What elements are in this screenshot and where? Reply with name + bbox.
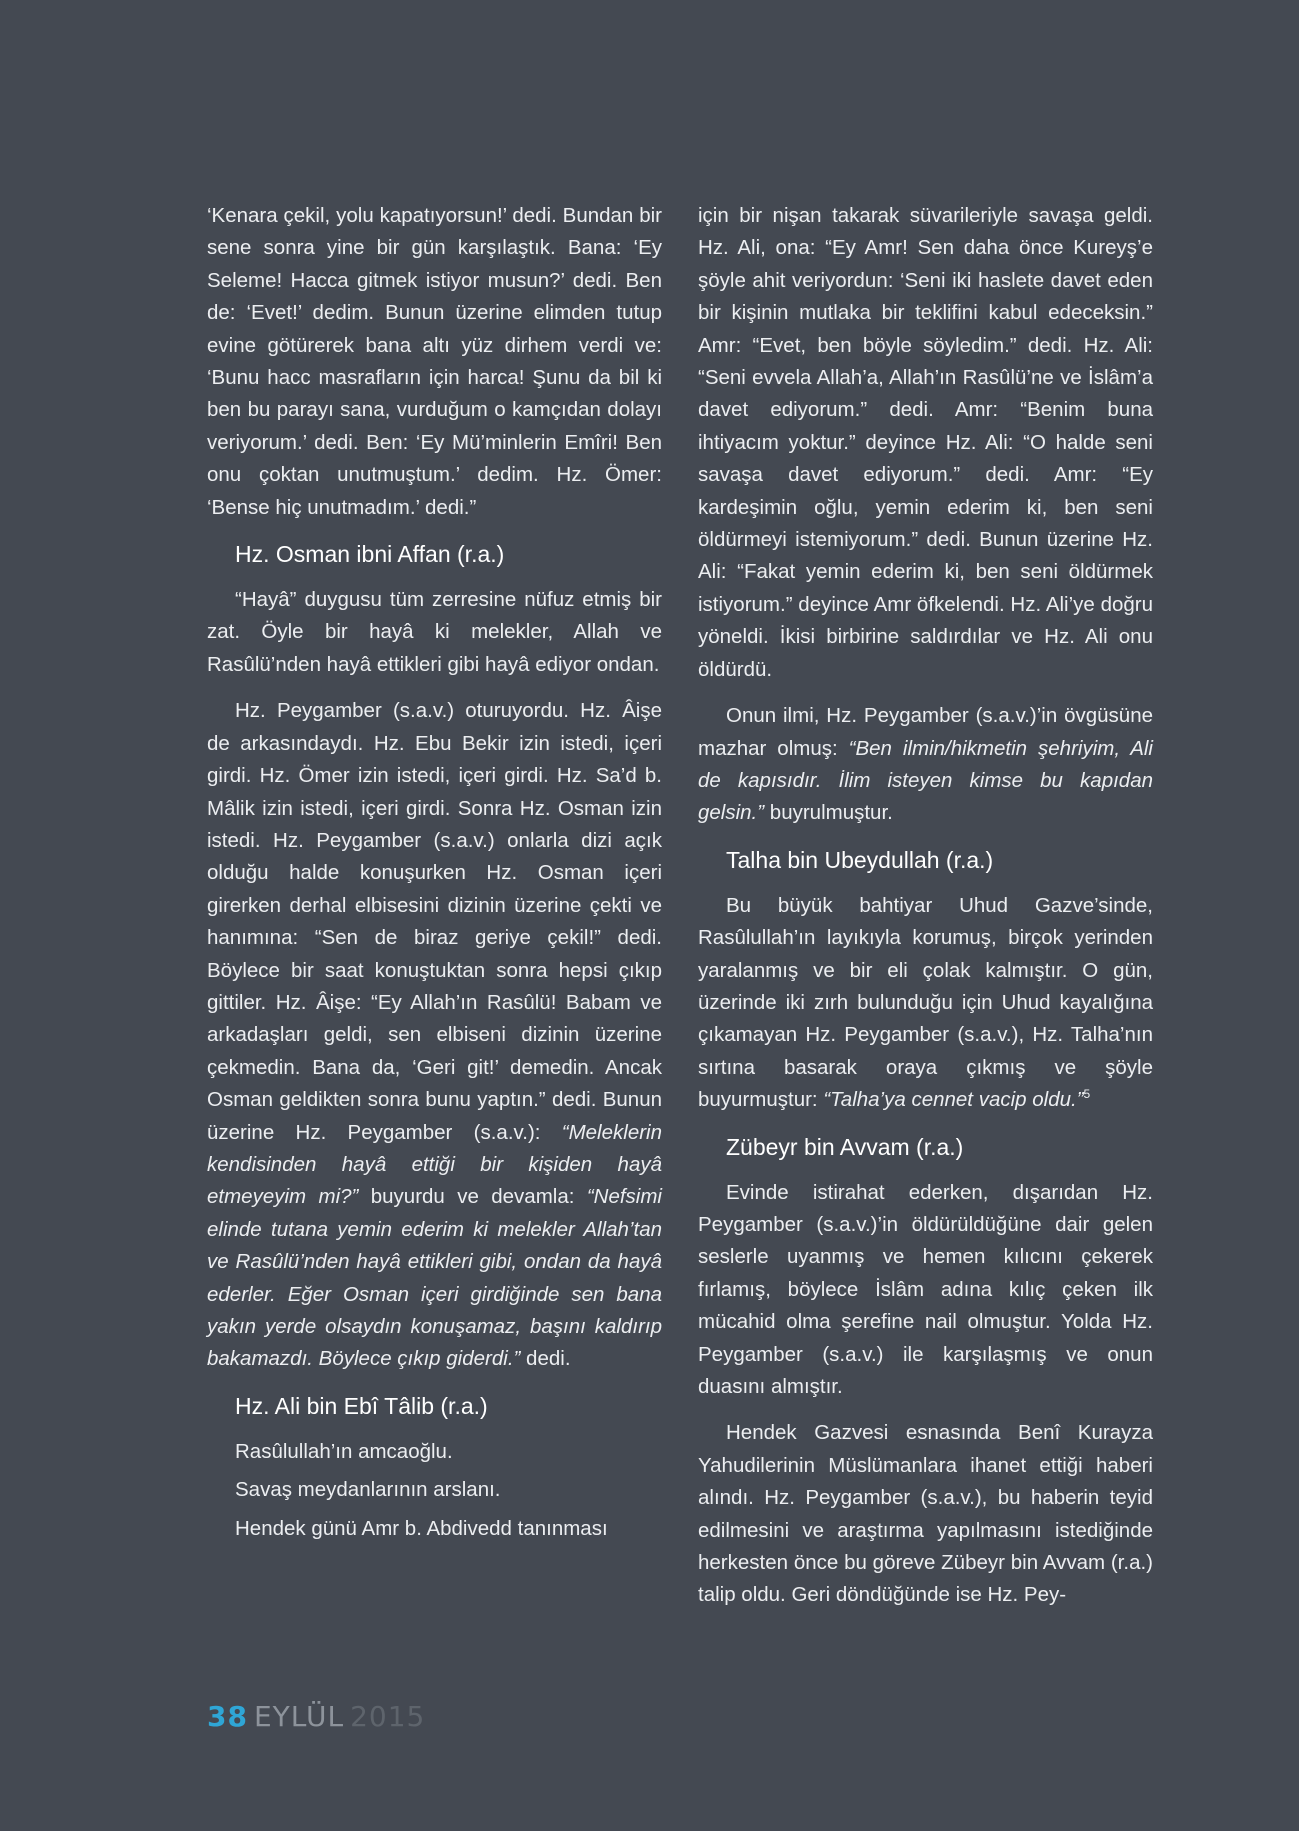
paragraph [698, 890, 1153, 1117]
footnote-marker: 5 [1083, 1087, 1091, 1102]
italic-quote: “Meleklerin kendisinden hayâ ettiği bir kişiden hayâ etmeyeyim mi?” [207, 1120, 662, 1209]
text-run: Onun ilmi, Hz. Peygamber (s.a.v.)’in övgüsüne mazhar olmuş: [698, 704, 1153, 760]
paragraph: ‘Kenara çekil, yolu kapatıyorsun!’ dedi. Bundan bir sene sonra yine bir gün karşılaştık. Bana: ‘Ey Seleme! Hacca gitmek istiyor musun?’ dedi. Ben de: ‘Evet!’ dedim. Bunun üzerine elimden tutup evine götürerek bana altı yüz dirhem verdi ve: ‘Bunu hacc masrafların için harca! Şunu da bil ki ben bu parayı sana, vurduğum o kamçıdan dolayı veriyorum.’ dedi. Ben: ‘Ey Mü’minlerin Emîri! Ben onu çoktan unutmuştum.’ dedim. Hz. Ömer: ‘Bense hiç unutmadım.’ dedi.” [207, 204, 662, 519]
paragraph: Hendek Gazvesi esnasında Benî Kurayza Yahudilerinin Müslümanlara ihanet ettiği haberi alındı. Hz. Peygamber (s.a.v.), bu haberin teyid edilmesini ve araştırma yapılmasını istediğinde herkesten önce bu göreve Zübeyr bin Avvam (r.a.) talip oldu. Geri döndüğünde ise Hz. Pey- [698, 1421, 1153, 1607]
section-heading-zubeyr: Zübeyr bin Avvam (r.a.) [726, 1133, 964, 1160]
section-heading-ali: Hz. Ali bin Ebî Tâlib (r.a.) [235, 1392, 488, 1419]
paragraph [698, 700, 1153, 830]
italic-quote: “Nefsimi elinde tutana yemin ederim ki melekler Allah’tan ve Rasûlü’nden hayâ ettikleri gibi, ondan da hayâ ederler. Eğer Osman içeri girdiğinde sen bana yakın yerde olsaydın konuşamaz, başını kaldırıp bakamazdı. Böylece çıkıp giderdi.” [207, 1185, 662, 1371]
italic-quote: “Talha’ya cennet vacip oldu.” [823, 1088, 1084, 1112]
list-line: Savaş meydanlarının arslanı. [235, 1478, 501, 1502]
page-footer [207, 1700, 425, 1733]
paragraph: Evinde istirahat ederken, dışarıdan Hz. Peygamber (s.a.v.)’in öldürüldüğüne dair gelen seslerle uyanmış ve hemen kılıcını çekerek fırlamış, böylece İslâm adına kılıç çeken ilk mücahid olma şerefine nail olmuştur. Yolda Hz. Peygamber (s.a.v.) ile karşılaşmış ve onun duasını almıştır. [698, 1180, 1153, 1398]
issue-month: EYLÜL [253, 1700, 345, 1733]
text-run: buyrulmuştur. [764, 801, 893, 825]
paragraph: “Hayâ” duygusu tüm zerresine nüfuz etmiş bir zat. Öyle bir hayâ ki melekler, Allah ve Rasûlü’nden hayâ ettikleri gibi hayâ ediyor ondan. [207, 588, 662, 676]
text-run: Hz. Peygamber (s.a.v.) oturuyordu. Hz. Âişe de arkasındaydı. Hz. Ebu Bekir izin istedi, içeri girdi. Hz. Ömer izin istedi, içeri girdi. Hz. Sa’d b. Mâlik izin istedi, içeri girdi. Sonra Hz. Osman izin istedi. Hz. Peygamber (s.a.v.) onlarla dizi açık olduğu halde konuşurken Hz. Osman içeri girerken derhal elbisesini dizinin üzerine çekti ve hanımına: “Sen de biraz geriye çekil!” dedi. Böylece bir saat konuştuktan sonra hepsi çıkıp gittiler. Hz. Âişe: “Ey Allah’ın Rasûlü! Babam ve arkadaşları geldi, sen elbiseni dizinin üzerine çekmedin. Bana da, ‘Geri git!’ demedin. Ancak Osman geldikten sonra bunu yaptın.” dedi. Bunun üzerine Hz. Peygamber (s.a.v.): [207, 699, 662, 1144]
list-line: Hendek günü Amr b. Abdivedd tanınması [235, 1516, 608, 1540]
list-line: Rasûlullah’ın amcaoğlu. [235, 1439, 453, 1463]
right-column [698, 200, 1153, 1626]
page-number: 38 [207, 1700, 248, 1733]
text-run: dedi. [520, 1347, 571, 1371]
left-column [207, 200, 662, 1551]
issue-year: 2015 [350, 1700, 426, 1733]
section-heading-talha: Talha bin Ubeydullah (r.a.) [726, 846, 994, 873]
text-run: buyurdu ve devamla: [358, 1185, 587, 1209]
text-run: Bu büyük bahtiyar Uhud Gazve’sinde, Rasûlullah’ın layıkıyla korumuş, birçok yerinden yaralanmış ve bir eli çolak kalmıştır. O gün, üzerinde iki zırh bulunduğu için Uhud kayalığına çıkamayan Hz. Peygamber (s.a.v.), Hz. Talha’nın sırtına basarak oraya çıkmış ve şöyle buyurmuştur: [698, 893, 1153, 1112]
italic-quote: “Ben ilmin/hikmetin şehriyim, Ali de kapısıdır. İlim isteyen kimse bu kapıdan gelsin.” [698, 736, 1153, 825]
paragraph [207, 695, 662, 1376]
paragraph: için bir nişan takarak süvarileriyle savaşa geldi. Hz. Ali, ona: “Ey Amr! Sen daha önce Kureyş’e şöyle ahit veriyordun: ‘Seni iki haslete davet eden bir kişinin mutlaka bir teklifini kabul edeceksin.” Amr: “Evet, ben böyle söyledim.” dedi. Hz. Ali: “Seni evvela Allah’a, Allah’ın Rasûlü’ne ve İslâm’a davet ediyorum.” dedi. Amr: “Benim buna ihtiyacım yoktur.” deyince Hz. Ali: “O halde seni savaşa davet ediyorum.” dedi. Amr: “Ey kardeşimin oğlu, yemin ederim ki, ben seni öldürmeyi istemiyorum.” dedi. Bunun üzerine Hz. Ali: “Fakat yemin ederim ki, ben seni öldürmek istiyorum.” deyince Amr öfkelendi. Hz. Ali’ye doğru yöneldi. İkisi birbirine saldırdılar ve Hz. Ali onu öldürdü. [698, 204, 1153, 681]
section-heading-osman: Hz. Osman ibni Affan (r.a.) [235, 541, 505, 568]
